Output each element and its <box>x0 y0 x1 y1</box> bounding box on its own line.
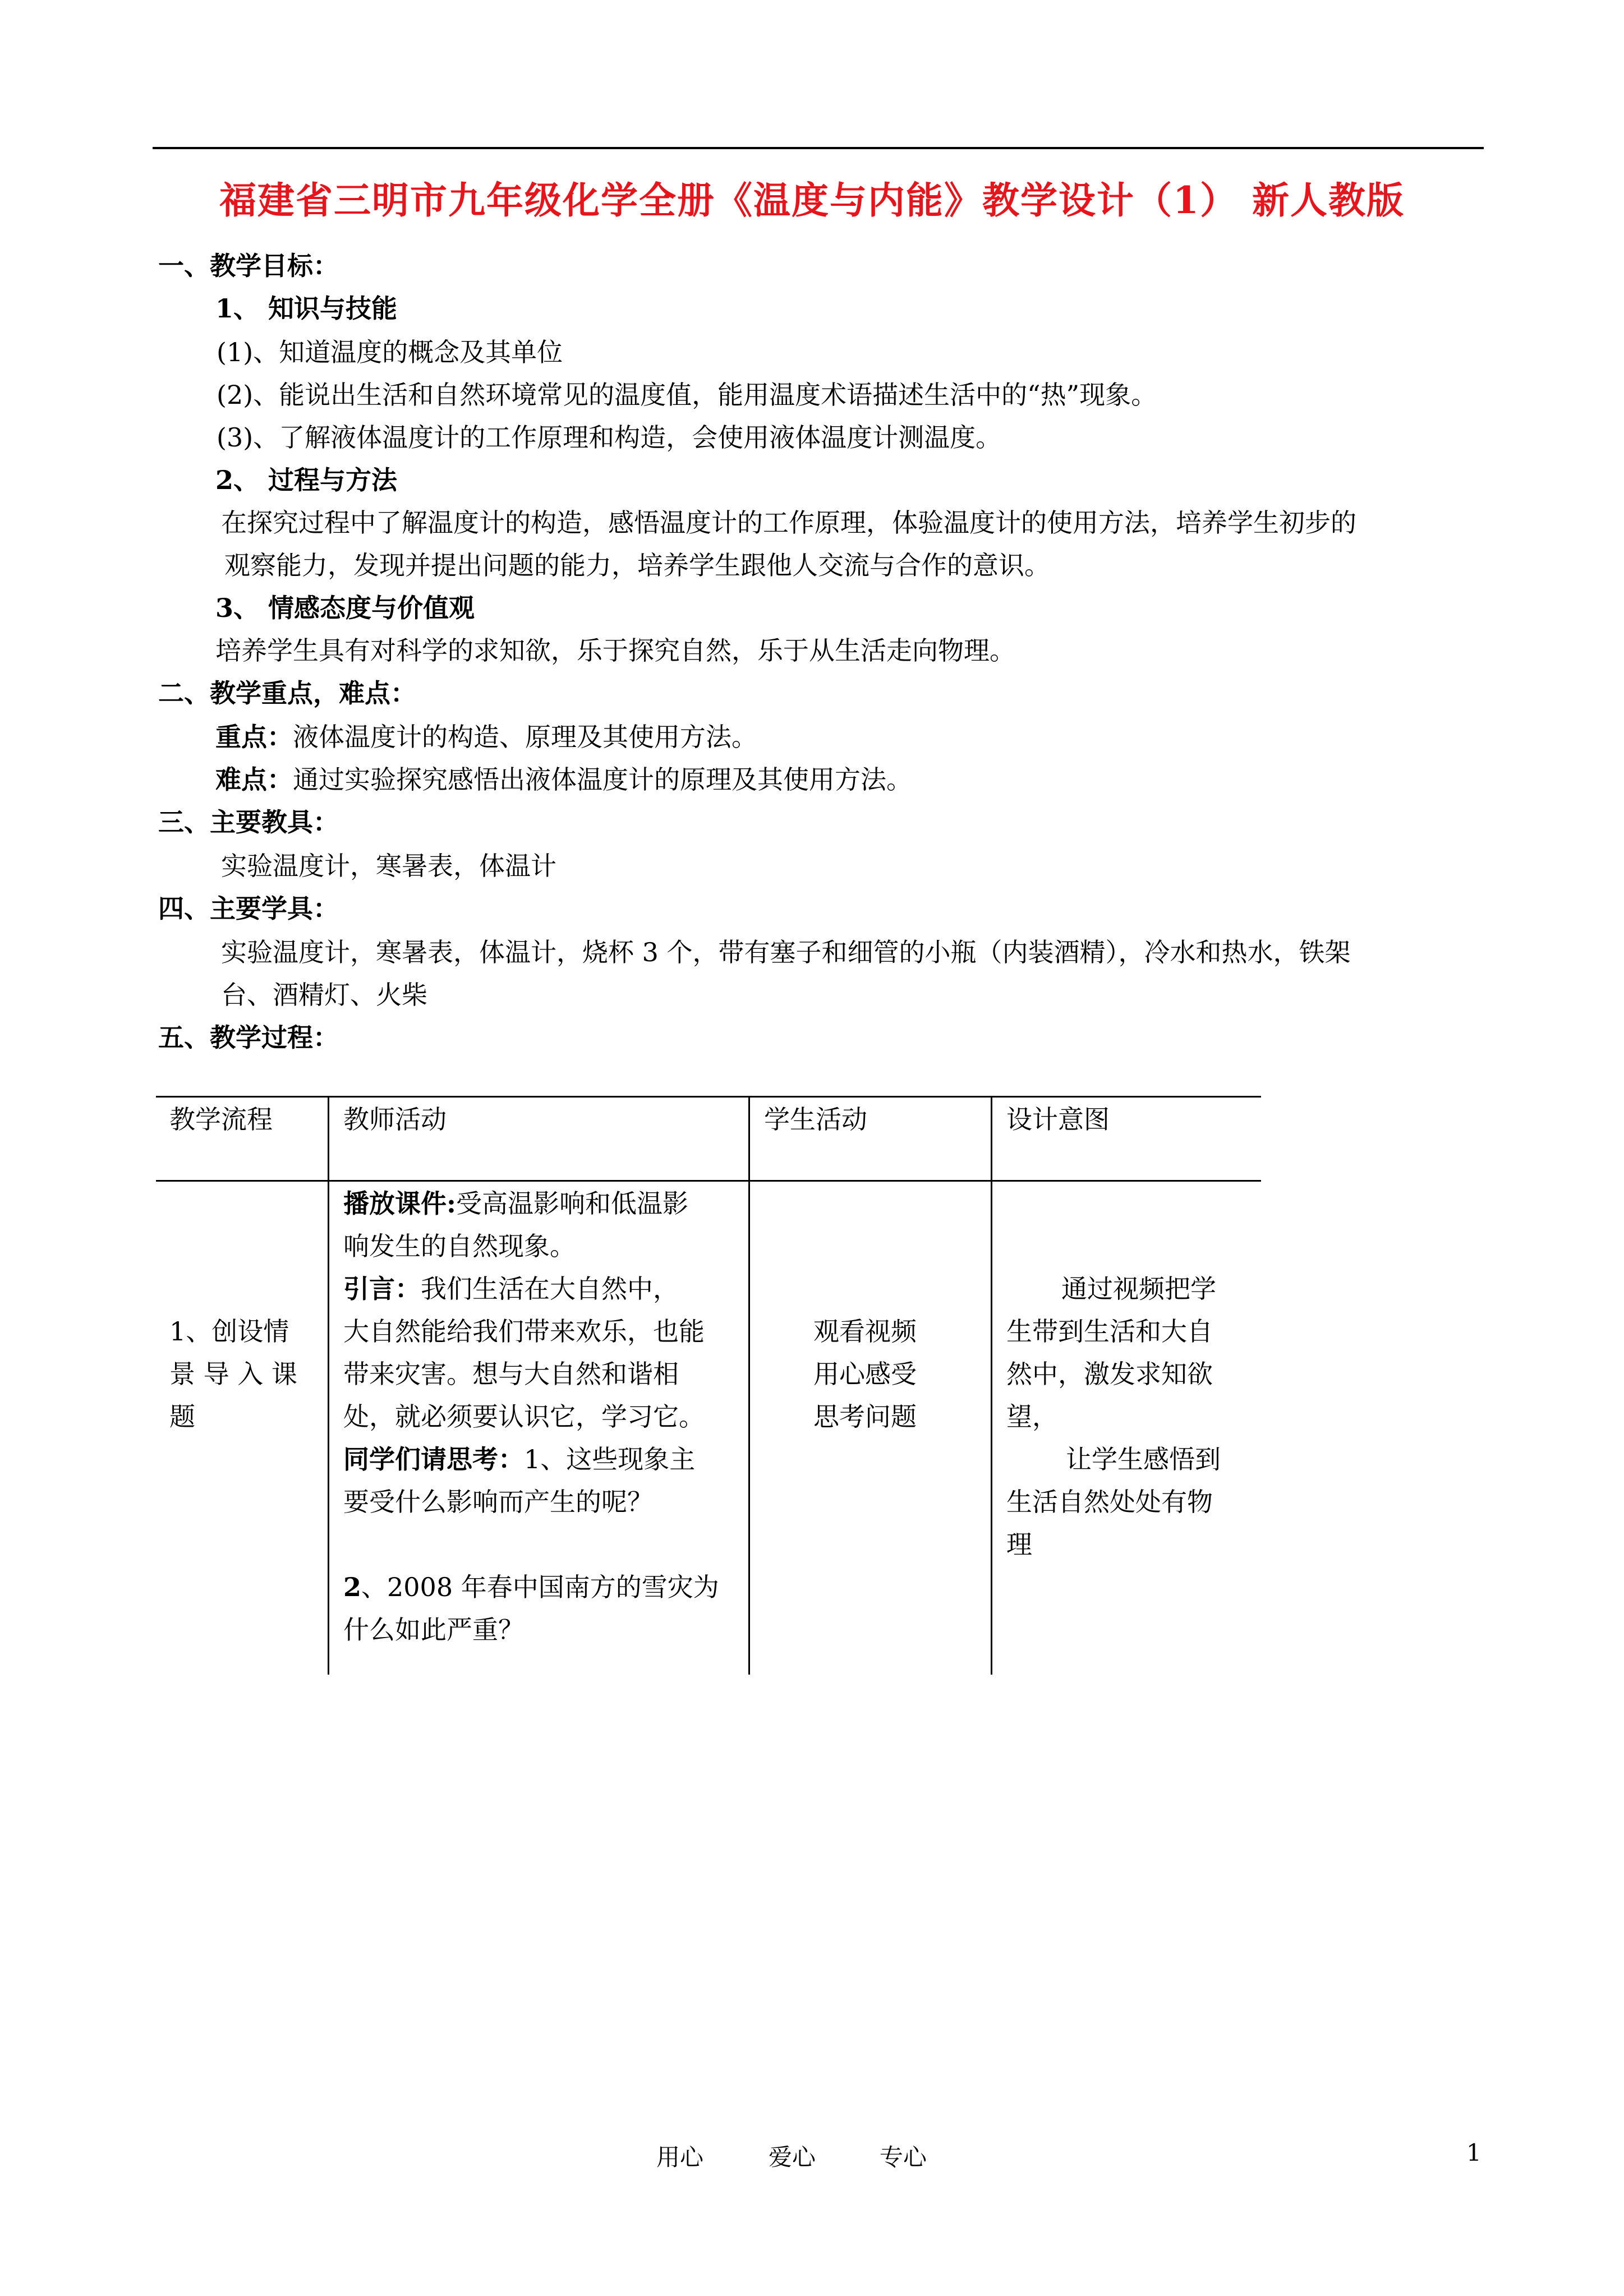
objective-item-1: (1)、知道温度的概念及其单位 <box>217 337 563 367</box>
objective-item-3: (3)、了解液体温度计的工作原理和构造，会使用液体温度计测温度。 <box>217 422 1002 453</box>
subheading-process-methods: 2、 过程与方法 <box>215 465 398 495</box>
section-heading-objectives: 一、教学目标： <box>158 251 339 281</box>
teacher-line-1-text: 受高温影响和低温影 <box>456 1188 688 1219</box>
intent-line-2: 生带到生活和大自 <box>1006 1316 1213 1347</box>
key-point-text: 液体温度计的构造、原理及其使用方法。 <box>293 722 757 752</box>
key-point-label: 重点： <box>215 722 293 752</box>
flow-line-1: 1、创设情 <box>169 1316 289 1347</box>
teacher-question-number: 2 <box>343 1572 362 1602</box>
student-line-2: 用心感受 <box>813 1359 917 1389</box>
teacher-label-think: 同学们请思考： <box>343 1444 524 1474</box>
teacher-line-10: 什么如此严重？ <box>343 1615 524 1645</box>
teacher-line-7-text: 1、这些现象主 <box>524 1444 696 1474</box>
section-heading-key-points: 二、教学重点，难点： <box>158 678 416 708</box>
teacher-line-1 <box>343 1182 688 1225</box>
student-tools-line-2: 台、酒精灯、火柴 <box>221 980 427 1010</box>
table-top-border <box>156 1096 1261 1098</box>
page-number: 1 <box>1466 2139 1482 2166</box>
teacher-line-5: 带来灾害。想与大自然和谐相 <box>343 1359 679 1389</box>
section-heading-teaching-aids: 三、主要教具： <box>158 807 339 837</box>
intent-line-5: 让学生感悟到 <box>1066 1444 1221 1474</box>
student-line-3: 思考问题 <box>813 1401 917 1432</box>
teacher-line-8: 要受什么影响而产生的呢？ <box>343 1487 653 1517</box>
intent-line-1: 通过视频把学 <box>1061 1274 1216 1304</box>
flow-line-3: 题 <box>169 1401 195 1432</box>
table-header-divider <box>156 1180 1261 1182</box>
teaching-aids-line: 实验温度计，寒暑表，体温计 <box>221 851 556 881</box>
section-heading-teaching-process: 五、教学过程： <box>158 1022 339 1053</box>
teacher-line-3 <box>343 1267 679 1310</box>
table-header-intent: 设计意图 <box>1006 1104 1110 1135</box>
table-col-divider-2 <box>748 1096 750 1675</box>
key-point-line <box>215 717 757 754</box>
footer-word-2: 爱心 <box>769 2143 816 2171</box>
section-heading-student-tools: 四、主要学具： <box>158 893 339 924</box>
teacher-label-courseware: 播放课件: <box>343 1188 456 1219</box>
intent-line-4: 望， <box>1006 1401 1058 1432</box>
intent-line-7: 理 <box>1006 1529 1032 1560</box>
flow-line-2: 景 导 入 课 <box>169 1359 297 1389</box>
attitude-line: 培养学生具有对科学的求知欲，乐于探究自然，乐于从生活走向物理。 <box>215 635 1015 666</box>
subheading-knowledge-skills: 1、 知识与技能 <box>215 293 398 324</box>
intent-line-6: 生活自然处处有物 <box>1006 1487 1213 1517</box>
process-line-1: 在探究过程中了解温度计的构造，感悟温度计的工作原理，体验温度计的使用方法，培养学生初步的 <box>221 508 1356 538</box>
table-header-teacher: 教师活动 <box>343 1104 447 1135</box>
intent-line-3: 然中，激发求知欲 <box>1006 1359 1213 1389</box>
footer-word-1: 用心 <box>656 2143 704 2171</box>
teacher-line-2: 响发生的自然现象。 <box>343 1231 576 1261</box>
teacher-line-3-text: 我们生活在大自然中， <box>421 1274 679 1304</box>
difficult-point-label: 难点： <box>215 764 293 795</box>
teacher-line-9-text: 、2008 年春中国南方的雪灾为 <box>361 1572 719 1602</box>
teacher-line-6: 处，就必须要认识它，学习它。 <box>343 1401 705 1432</box>
teacher-line-7 <box>343 1438 695 1481</box>
header-rule <box>153 147 1484 149</box>
difficult-point-line <box>215 759 912 796</box>
objective-item-2: (2)、能说出生活和自然环境常见的温度值，能用温度术语描述生活中的“热”现象。 <box>217 380 1157 410</box>
table-col-divider-1 <box>328 1096 329 1675</box>
table-header-student: 学生活动 <box>764 1104 867 1135</box>
subheading-attitude-values: 3、 情感态度与价值观 <box>215 593 475 623</box>
table-col-divider-3 <box>991 1096 992 1675</box>
student-tools-line-1: 实验温度计，寒暑表，体温计，烧杯 3 个，带有塞子和细管的小瓶（内装酒精），冷水和热水，铁架 <box>221 937 1351 967</box>
table-header-flow: 教学流程 <box>169 1104 273 1135</box>
student-line-1: 观看视频 <box>813 1316 917 1347</box>
document-title: 福建省三明市九年级化学全册《温度与内能》教学设计（1） 新人教版 <box>219 178 1405 222</box>
difficult-point-text: 通过实验探究感悟出液体温度计的原理及其使用方法。 <box>293 764 912 795</box>
footer-word-3: 专心 <box>880 2143 927 2171</box>
teacher-label-intro: 引言： <box>343 1274 421 1304</box>
process-line-2: 观察能力，发现并提出问题的能力，培养学生跟他人交流与合作的意识。 <box>224 550 1050 580</box>
teacher-line-4: 大自然能给我们带来欢乐，也能 <box>343 1316 705 1347</box>
teacher-line-9 <box>343 1566 719 1608</box>
